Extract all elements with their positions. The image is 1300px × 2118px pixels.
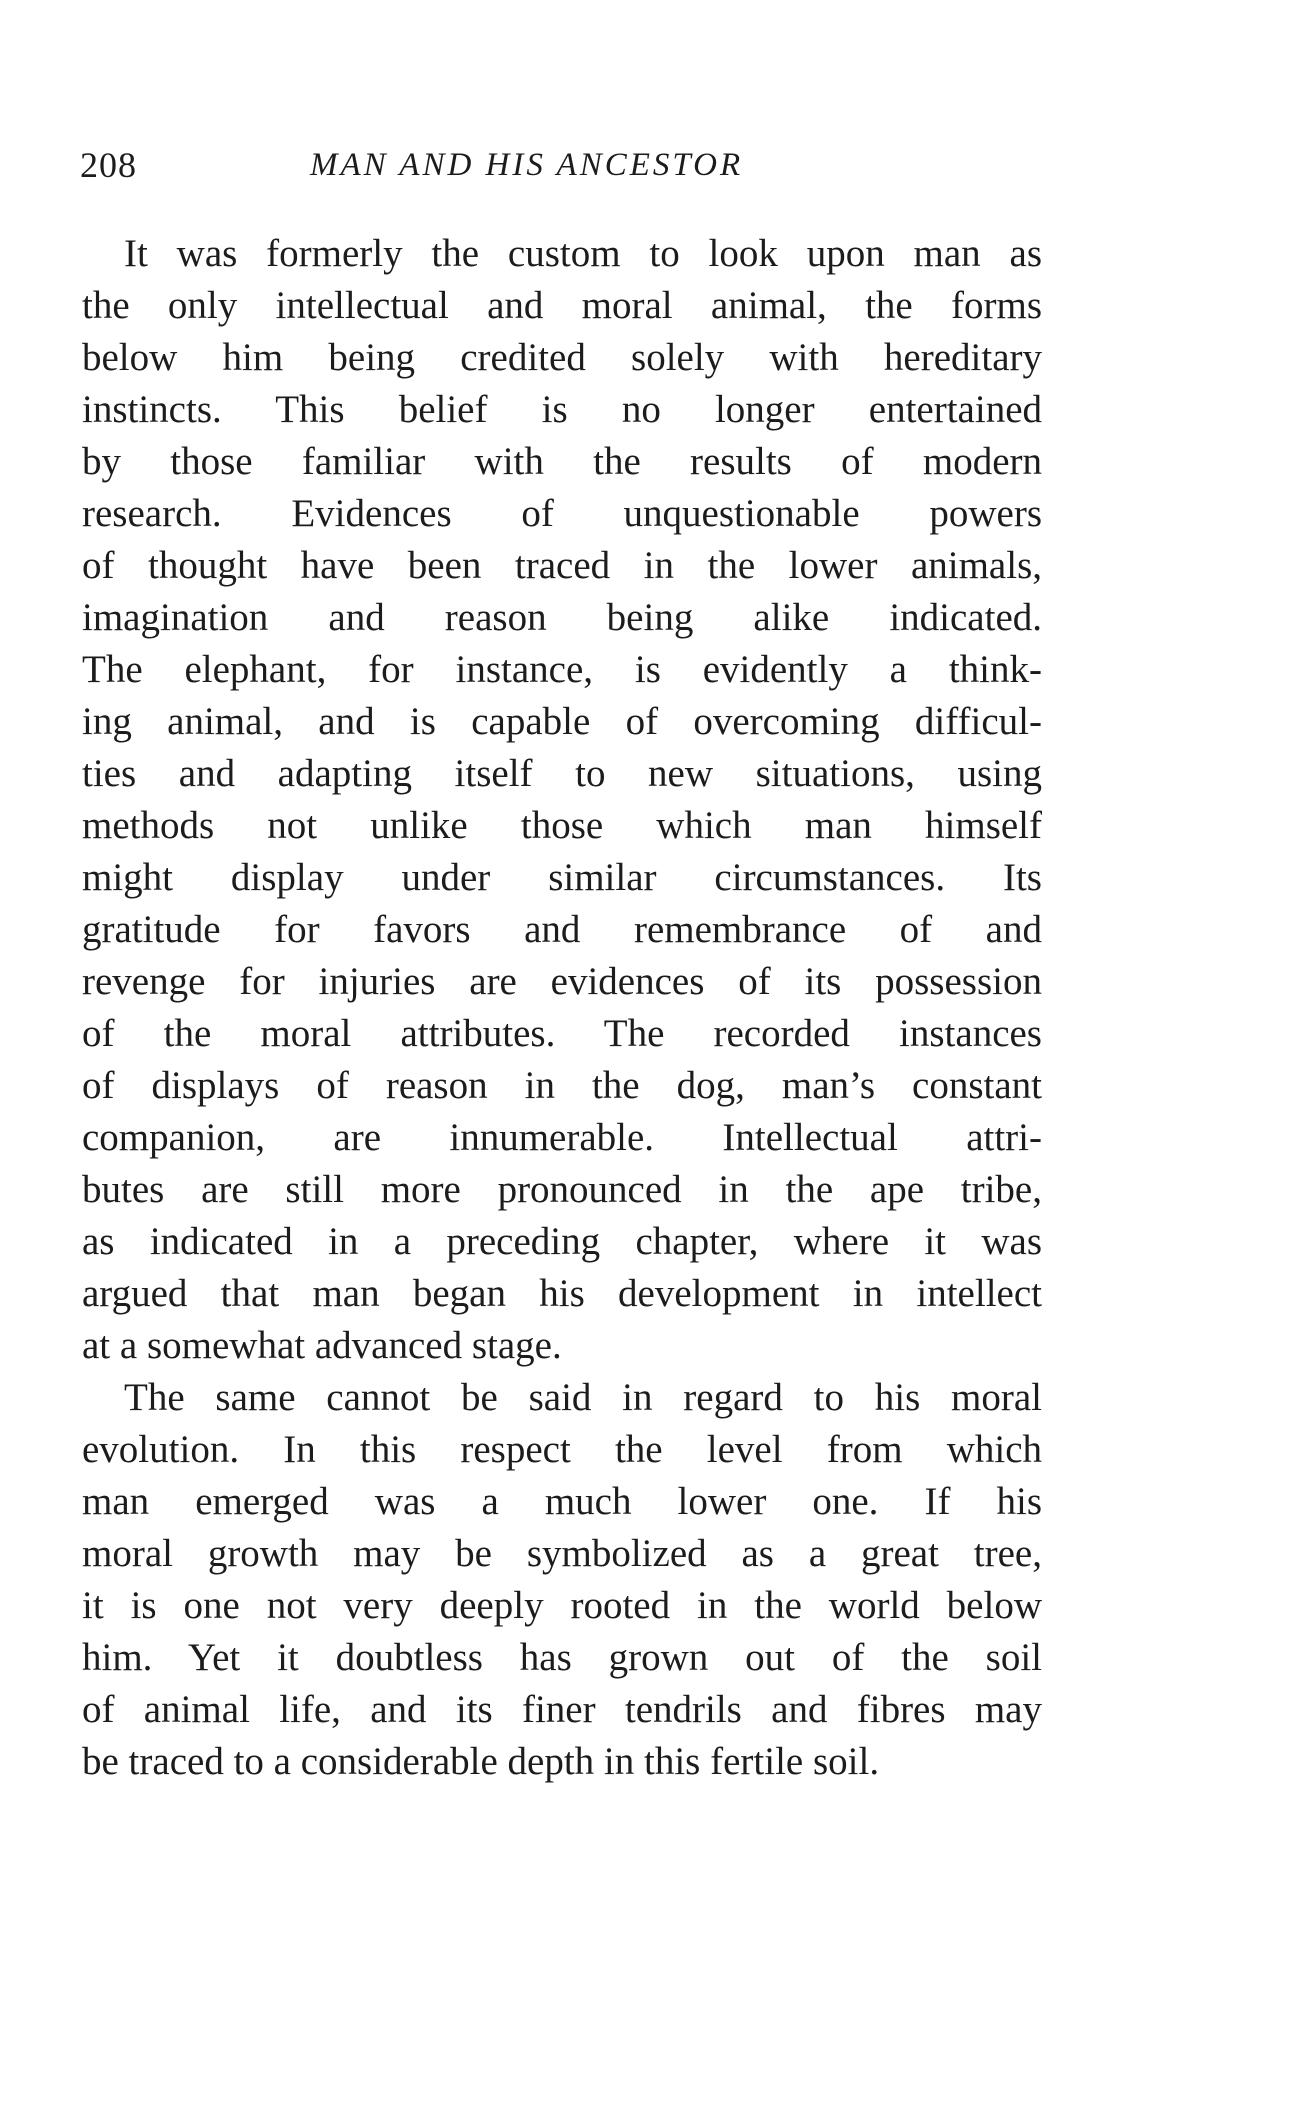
text-line: by those familiar with the results of modern <box>82 440 1042 483</box>
text-line: revenge for injuries are evidences of its possession <box>82 960 1042 1003</box>
text-line: be traced to a considerable depth in this fertile soil. <box>82 1740 880 1783</box>
body-text <box>82 228 1042 1788</box>
page-number: 208 <box>80 145 137 185</box>
text-line: of the moral attributes. The recorded instances <box>82 1012 1042 1055</box>
text-line: of displays of reason in the dog, man’s constant <box>82 1064 1042 1107</box>
text-line: the only intellectual and moral animal, the forms <box>82 284 1042 327</box>
text-line: it is one not very deeply rooted in the world below <box>82 1584 1042 1627</box>
running-title: MAN AND HIS ANCESTOR <box>310 147 744 183</box>
paragraph-2 <box>82 1372 1042 1788</box>
running-head <box>80 140 1040 190</box>
paragraph-1 <box>82 228 1042 1372</box>
text-line: man emerged was a much lower one. If his <box>82 1480 1042 1523</box>
text-line: imagination and reason being alike indicated. <box>82 596 1042 639</box>
text-line: It was formerly the custom to look upon man as <box>124 232 1042 275</box>
text-line: at a somewhat advanced stage. <box>82 1324 562 1367</box>
text-line: him. Yet it doubtless has grown out of the soil <box>82 1636 1042 1679</box>
text-line: of animal life, and its finer tendrils and fibres may <box>82 1688 1042 1731</box>
text-line: companion, are innumerable. Intellectual attri- <box>82 1116 1042 1159</box>
text-line: instincts. This belief is no longer entertained <box>82 388 1042 431</box>
text-line: gratitude for favors and remembrance of and <box>82 908 1042 951</box>
text-line: butes are still more pronounced in the ape tribe, <box>82 1168 1042 1211</box>
text-line: ing animal, and is capable of overcoming difficul- <box>82 700 1042 743</box>
text-line: research. Evidences of unquestionable powers <box>82 492 1042 535</box>
text-line: might display under similar circumstances. Its <box>82 856 1042 899</box>
text-line: evolution. In this respect the level from which <box>82 1428 1042 1471</box>
text-line: as indicated in a preceding chapter, where it was <box>82 1220 1042 1263</box>
text-line: moral growth may be symbolized as a great tree, <box>82 1532 1042 1575</box>
text-line: methods not unlike those which man himself <box>82 804 1042 847</box>
text-line: below him being credited solely with hereditary <box>82 336 1042 379</box>
text-line: ties and adapting itself to new situations, using <box>82 752 1042 795</box>
text-line: argued that man began his development in intellect <box>82 1272 1042 1315</box>
text-line: of thought have been traced in the lower animals, <box>82 544 1042 587</box>
text-line: The same cannot be said in regard to his moral <box>124 1376 1042 1419</box>
text-line: The elephant, for instance, is evidently a think- <box>82 648 1042 691</box>
